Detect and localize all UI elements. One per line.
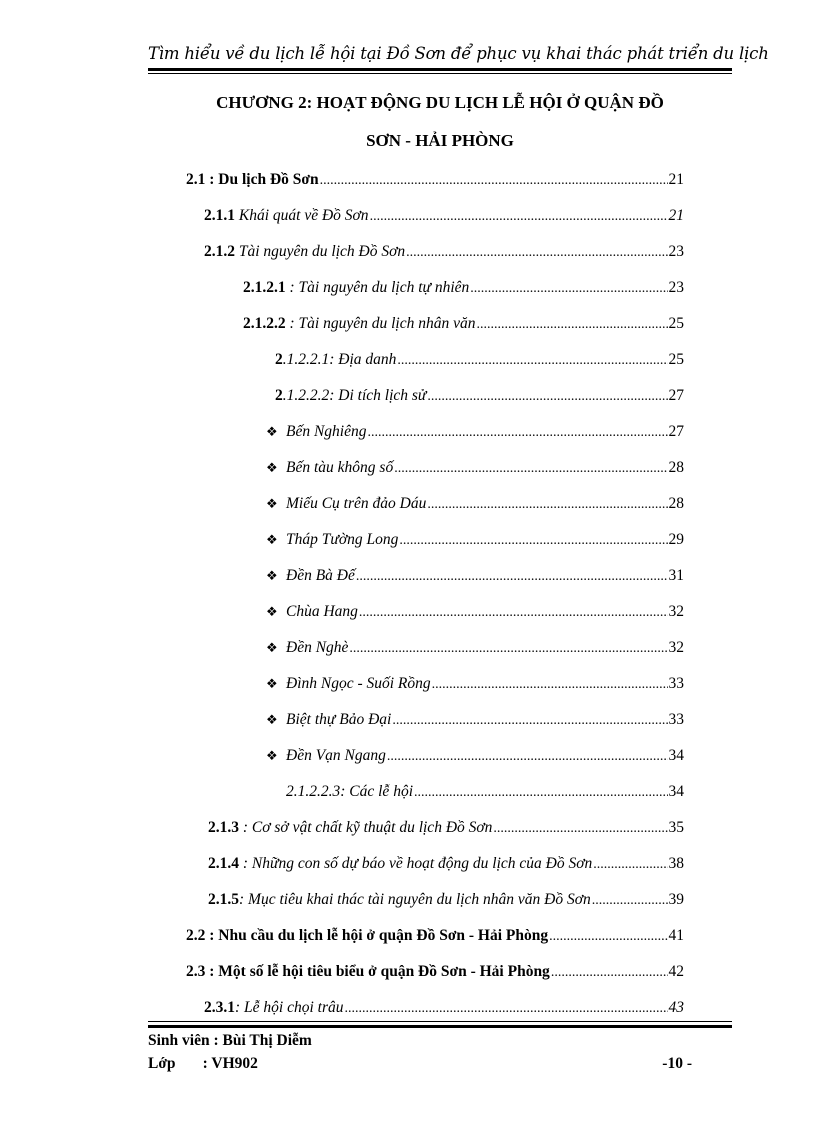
toc-page-number: 38 (668, 855, 684, 872)
toc-page-number: 43 (668, 999, 684, 1015)
toc-entry-number: 2.1.1 (204, 207, 235, 224)
toc-entry-text: : Tài nguyên du lịch tự nhiên (285, 279, 470, 296)
header-rule-thin (148, 73, 732, 74)
toc-leader-dots (493, 818, 667, 840)
toc-leader-dots (387, 746, 668, 768)
toc-entry-den-van-ngang[interactable] (266, 745, 684, 767)
toc-entry-text: Bến tàu không số (286, 459, 394, 476)
toc-leader-dots (592, 890, 668, 912)
toc-leader-dots (414, 782, 668, 804)
toc-page-number: 39 (668, 891, 684, 908)
diamond-bullet-icon: ❖ (266, 460, 278, 475)
header-title: Tìm hiểu về du lịch lễ hội tại Đồ Sơn để phục vụ khai thác phát triển du lịch (148, 44, 769, 63)
toc-page-number: 34 (668, 747, 684, 764)
toc-entry-text: 2.1.2.2.3: Các lễ hội (286, 783, 413, 800)
toc-entry-number: 2.1.2 (204, 243, 235, 260)
toc-leader-dots (476, 314, 667, 336)
toc-entry-number: 2.1.3 (208, 819, 239, 836)
chapter-title-line1: CHƯƠNG 2: HOẠT ĐỘNG DU LỊCH LỄ HỘI Ở QUẬN ĐỒ (216, 93, 664, 112)
toc-entry-label: 2.3 : Một số lễ hội tiêu biểu ở quận Đồ Sơn - Hải Phòng (186, 963, 550, 980)
toc-entry-2-1-2-1[interactable] (243, 277, 684, 299)
toc-leader-dots (549, 926, 667, 948)
toc-page-number: 32 (668, 639, 684, 656)
toc-entry-number: 2.1.4 (208, 855, 239, 872)
toc-entry-ben-tau-khong-so[interactable] (266, 457, 684, 479)
toc-entry-text: Đền Nghè (286, 639, 349, 656)
toc-entry-2-1-3[interactable] (208, 817, 684, 839)
toc-entry-text: Miếu Cụ trên đảo Dáu (286, 495, 427, 512)
toc-leader-dots (427, 494, 667, 516)
toc-leader-dots (394, 458, 667, 480)
toc-entry-text: : Mục tiêu khai thác tài nguyên du lịch nhân văn Đồ Sơn (239, 891, 591, 908)
footer-student: Sinh viên : Bùi Thị Diễm (148, 1032, 312, 1049)
toc-entry-text: Khái quát về Đồ Sơn (235, 207, 369, 224)
toc-page-number: 27 (668, 423, 684, 440)
toc-entry-den-nghe[interactable] (266, 637, 684, 659)
toc-page-number: 32 (668, 603, 684, 620)
toc-entry-2-1-2-2-2[interactable] (275, 385, 684, 407)
toc-leader-dots (370, 206, 668, 228)
toc-entry-2-1[interactable] (186, 169, 684, 191)
toc-page-number: 25 (668, 351, 684, 368)
toc-entry-label: 2.1 : Du lịch Đồ Sơn (186, 171, 319, 188)
toc-entry-text: Biệt thự Bảo Đại (286, 711, 392, 728)
diamond-bullet-icon: ❖ (266, 712, 278, 727)
toc-page-number: 21 (668, 171, 684, 188)
footer-rule-thin (148, 1021, 732, 1022)
toc-entry-2-3[interactable] (186, 961, 684, 983)
toc-leader-dots (397, 350, 667, 372)
toc-entry-number: 2.1.2.2 (243, 315, 286, 332)
toc-entry-chua-hang[interactable] (266, 601, 684, 623)
toc-entry-2-1-4[interactable] (208, 853, 684, 875)
diamond-bullet-icon: ❖ (266, 496, 278, 511)
toc-entry-2-1-2[interactable] (204, 241, 684, 263)
toc-entry-number: 2.3.1 (204, 999, 235, 1015)
toc-leader-dots (320, 170, 668, 192)
toc-leader-dots (432, 674, 668, 696)
diamond-bullet-icon: ❖ (266, 532, 278, 547)
toc-page-number: 29 (668, 531, 684, 548)
toc-entry-text: .1.2.2.2: Di tích lịch sử (282, 387, 427, 404)
toc-entry-2-1-2-2-1[interactable] (275, 349, 684, 371)
toc-entry-thap-tuong-long[interactable] (266, 529, 684, 551)
toc-page-number: 41 (668, 927, 684, 944)
diamond-bullet-icon: ❖ (266, 640, 278, 655)
diamond-bullet-icon: ❖ (266, 604, 278, 619)
diamond-bullet-icon: ❖ (266, 424, 278, 439)
toc-entry-number: 2 (275, 351, 283, 368)
toc-entry-text: Chùa Hang (286, 603, 358, 620)
toc-leader-dots (349, 638, 667, 660)
footer-rule-thick (148, 1025, 732, 1028)
toc-entry-number: 2.1.5 (208, 891, 239, 908)
toc-leader-dots (593, 854, 667, 876)
toc-leader-dots (359, 602, 668, 624)
toc-entry-text: : Cơ sở vật chất kỹ thuật du lịch Đồ Sơn (239, 819, 493, 836)
footer-class: Lớp : VH902 (148, 1055, 258, 1072)
toc-leader-dots (427, 386, 667, 408)
toc-page-number: 27 (668, 387, 684, 404)
toc-page-number: 21 (668, 207, 684, 224)
toc-page-number: 23 (668, 279, 684, 296)
toc-leader-dots (345, 998, 668, 1015)
toc-page-number: 25 (668, 315, 684, 332)
header-rule-thick (148, 68, 732, 71)
chapter-title-line2: SƠN - HẢI PHÒNG (366, 131, 514, 150)
toc-entry-text: : Tài nguyên du lịch nhân văn (285, 315, 476, 332)
toc-page-number: 23 (668, 243, 684, 260)
toc-leader-dots (368, 422, 668, 444)
toc-entry-text: : Lễ hội chọi trâu (235, 999, 344, 1015)
toc-entry-mieu-cu[interactable] (266, 493, 684, 515)
toc-page-number: 35 (668, 819, 684, 836)
toc-entry-2-1-2-2-3[interactable] (286, 781, 684, 803)
toc-entry-2-3-1[interactable] (204, 997, 684, 1015)
toc-leader-dots (392, 710, 667, 732)
toc-leader-dots (399, 530, 667, 552)
toc-entry-text: Bến Nghiêng (286, 423, 367, 440)
toc-entry-dinh-ngoc[interactable] (266, 673, 684, 695)
toc-entry-text: Đền Bà Đế (286, 567, 355, 584)
toc-entry-text: Tháp Tường Long (286, 531, 399, 548)
toc-entry-2-1-2-2[interactable] (243, 313, 684, 335)
toc-entry-text: .1.2.2.1: Địa danh (282, 351, 397, 368)
toc-page-number: 33 (668, 675, 684, 692)
toc-leader-dots (356, 566, 668, 588)
toc-entry-2-1-5[interactable] (208, 889, 684, 911)
toc-page-number: 28 (668, 495, 684, 512)
toc-leader-dots (551, 962, 668, 984)
toc-entry-text: : Những con số dự báo về hoạt động du lịch của Đồ Sơn (239, 855, 593, 872)
toc-entry-den-ba-de[interactable] (266, 565, 684, 587)
toc-entry-number: 2 (275, 387, 283, 404)
toc-entry-text: Đền Vạn Ngang (286, 747, 386, 764)
toc-entry-number: 2.1.2.1 (243, 279, 286, 296)
toc-entry-text: Tài nguyên du lịch Đồ Sơn (235, 243, 406, 260)
footer-page-number: -10 - (662, 1055, 692, 1072)
toc-page-number: 28 (668, 459, 684, 476)
toc-entry-label: 2.2 : Nhu cầu du lịch lễ hội ở quận Đồ Sơn - Hải Phòng (186, 927, 549, 944)
toc-leader-dots (470, 278, 667, 300)
toc-entry-2-2[interactable] (186, 925, 684, 947)
diamond-bullet-icon: ❖ (266, 676, 278, 691)
toc-entry-text: Đình Ngọc - Suối Rồng (286, 675, 431, 692)
toc-page-number: 34 (668, 783, 684, 800)
toc-entry-ben-nghieng[interactable] (266, 421, 684, 443)
toc-leader-dots (406, 242, 667, 264)
toc-page-number: 42 (668, 963, 684, 980)
toc-page-number: 31 (668, 567, 684, 584)
toc-entry-2-1-1[interactable] (204, 205, 684, 227)
diamond-bullet-icon: ❖ (266, 748, 278, 763)
toc-page-number: 33 (668, 711, 684, 728)
diamond-bullet-icon: ❖ (266, 568, 278, 583)
toc-entry-biet-thu-bao-dai[interactable] (266, 709, 684, 731)
